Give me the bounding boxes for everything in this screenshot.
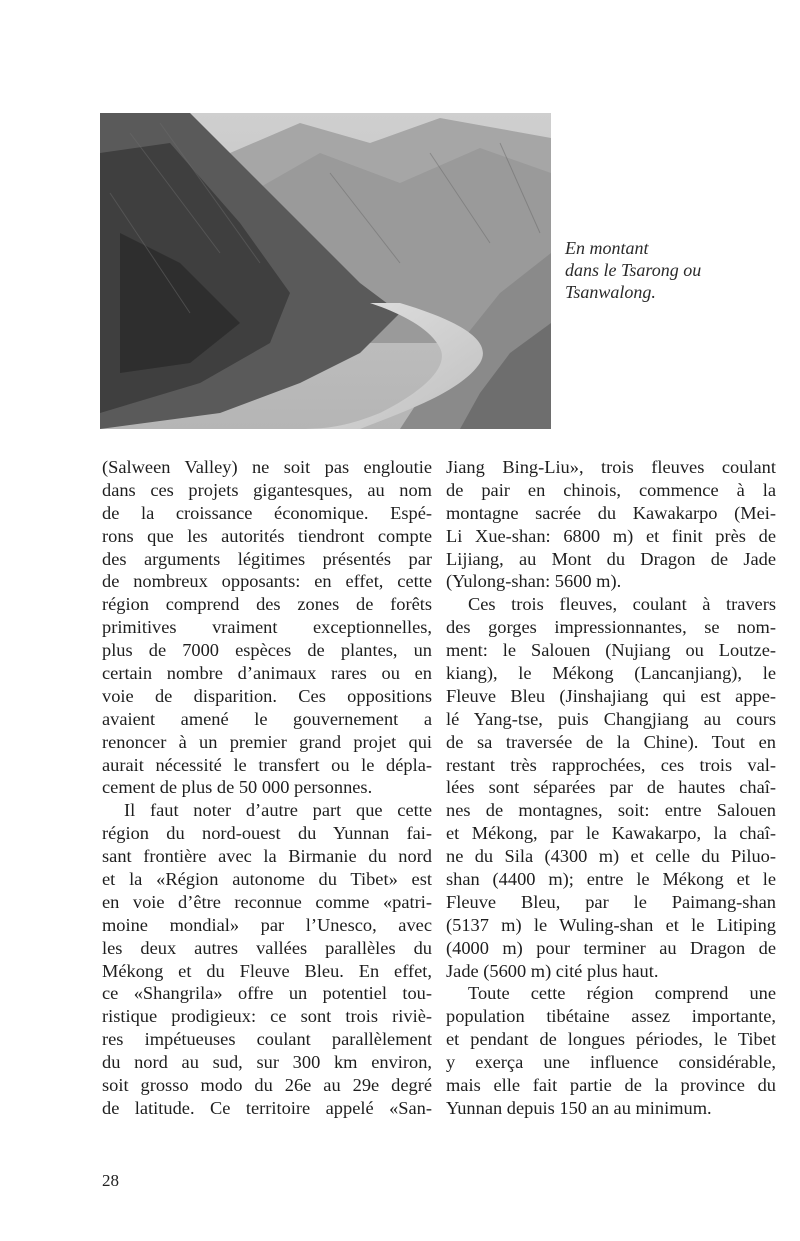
text-line: shan (4400 m); entre le Mékong et le: [446, 869, 776, 890]
text-line: renoncer à un premier grand projet qui: [102, 731, 432, 752]
photo-caption: [565, 237, 765, 303]
text-line: de nombreux opposants: en effet, cette: [102, 571, 432, 592]
text-line: certain nombre d’animaux rares ou en: [102, 663, 432, 684]
text-line: Toute cette région comprend une: [468, 983, 776, 1004]
text-line: Jiang Bing-Liu», trois fleuves coulant: [446, 457, 776, 477]
valley-photo-graphic: [100, 113, 551, 429]
text-line: population tibétaine assez importante,: [446, 1006, 776, 1027]
text-line: restant très rapprochées, ces trois val-: [446, 754, 776, 775]
text-line: res impétueuses coulant parallèlement: [102, 1029, 432, 1050]
text-line: des arguments légitimes présentés par: [102, 548, 432, 569]
text-line: (5137 m) le Wuling-shan et le Litiping: [446, 914, 776, 935]
text-line: ne du Sila (4300 m) et celle du Piluo-: [446, 846, 776, 867]
text-line: nes de montagnes, soit: entre Salouen: [446, 800, 776, 821]
text-line: dans ces projets gigantesques, au nom: [102, 479, 432, 500]
text-line: montagne sacrée du Kawakarpo (Mei-: [446, 502, 776, 523]
text-line: et Mékong, par le Kawakarpo, la chaî-: [446, 823, 776, 844]
text-line: lées sont séparées par de hautes chaî-: [446, 777, 776, 798]
text-line: rons que les autorités tiendront compte: [102, 525, 432, 546]
text-line: ristique prodigieux: ce sont trois riviè-: [102, 1006, 432, 1027]
text-line: y exerça une influence considérable,: [446, 1052, 776, 1073]
text-line: moine mondial» par l’Unesco, avec: [102, 914, 432, 935]
text-line: de la croissance économique. Espé-: [102, 502, 432, 523]
text-line: aurait nécessité le transfert ou le dépla-: [102, 754, 432, 775]
text-line: primitives vraiment exceptionnelles,: [102, 617, 432, 638]
text-line: sant frontière avec la Birmanie du nord: [102, 846, 432, 867]
caption-line: dans le Tsarong ou: [565, 260, 702, 280]
page-number: 28: [102, 1171, 119, 1190]
text-line: Yunnan depuis 150 an au minimum.: [446, 1097, 712, 1118]
text-line: (Salween Valley) ne soit pas engloutie: [102, 457, 432, 477]
text-line: lé Yang-tse, puis Changjiang au cours: [446, 708, 776, 729]
text-line: soit grosso modo du 26e au 29e degré: [102, 1075, 432, 1096]
text-line: les deux autres vallées parallèles du: [102, 937, 432, 958]
text-line: ment: le Salouen (Nujiang ou Loutze-: [446, 640, 776, 661]
text-line: Mékong et du Fleuve Bleu. En effet,: [102, 960, 432, 981]
text-line: (4000 m) pour terminer au Dragon de: [446, 937, 776, 958]
caption-line: En montant: [565, 238, 649, 258]
text-line: voie de disparition. Ces oppositions: [102, 685, 432, 706]
text-line: plus de 7000 espèces de plantes, un: [102, 640, 432, 661]
text-line: de latitude. Ce territoire appelé «San-: [102, 1097, 432, 1118]
text-line: avaient amené le gouvernement a: [102, 708, 432, 729]
text-line: de pair en chinois, commence à la: [446, 479, 776, 500]
right-text-column: [446, 456, 776, 1120]
text-line: des gorges impressionnantes, se nom-: [446, 617, 776, 638]
text-line: (Yulong-shan: 5600 m).: [446, 571, 622, 592]
text-line: région comprend des zones de forêts: [102, 594, 432, 615]
caption-line: Tsanwalong.: [565, 282, 656, 302]
text-line: Jade (5600 m) cité plus haut.: [446, 960, 659, 981]
valley-photo: [100, 113, 551, 429]
text-line: mais elle fait partie de la province du: [446, 1075, 776, 1096]
text-line: ce «Shangrila» offre un potentiel tou-: [102, 983, 432, 1004]
text-line: en voie d’être reconnue comme «patri-: [102, 891, 432, 912]
text-line: Lijiang, au Mont du Dragon de Jade: [446, 548, 776, 569]
text-line: Fleuve Bleu, par le Paimang-shan: [446, 891, 776, 912]
text-line: kiang), le Mékong (Lancanjiang), le: [446, 663, 776, 684]
text-line: Li Xue-shan: 6800 m) et finit près de: [446, 525, 776, 546]
text-line: Fleuve Bleu (Jinshajiang qui est appe-: [446, 685, 776, 706]
text-line: région du nord-ouest du Yunnan fai-: [102, 823, 432, 844]
text-line: Ces trois fleuves, coulant à travers: [468, 594, 776, 615]
text-line: et la «Région autonome du Tibet» est: [102, 869, 432, 890]
text-line: Il faut noter d’autre part que cette: [124, 800, 432, 821]
text-line: du nord au sud, sur 300 km environ,: [102, 1052, 432, 1073]
left-text-column: [102, 456, 432, 1120]
text-line: cement de plus de 50 000 personnes.: [102, 777, 373, 798]
text-line: de sa traversée de la Chine). Tout en: [446, 731, 776, 752]
text-line: et pendant de longues périodes, le Tibet: [446, 1029, 776, 1050]
